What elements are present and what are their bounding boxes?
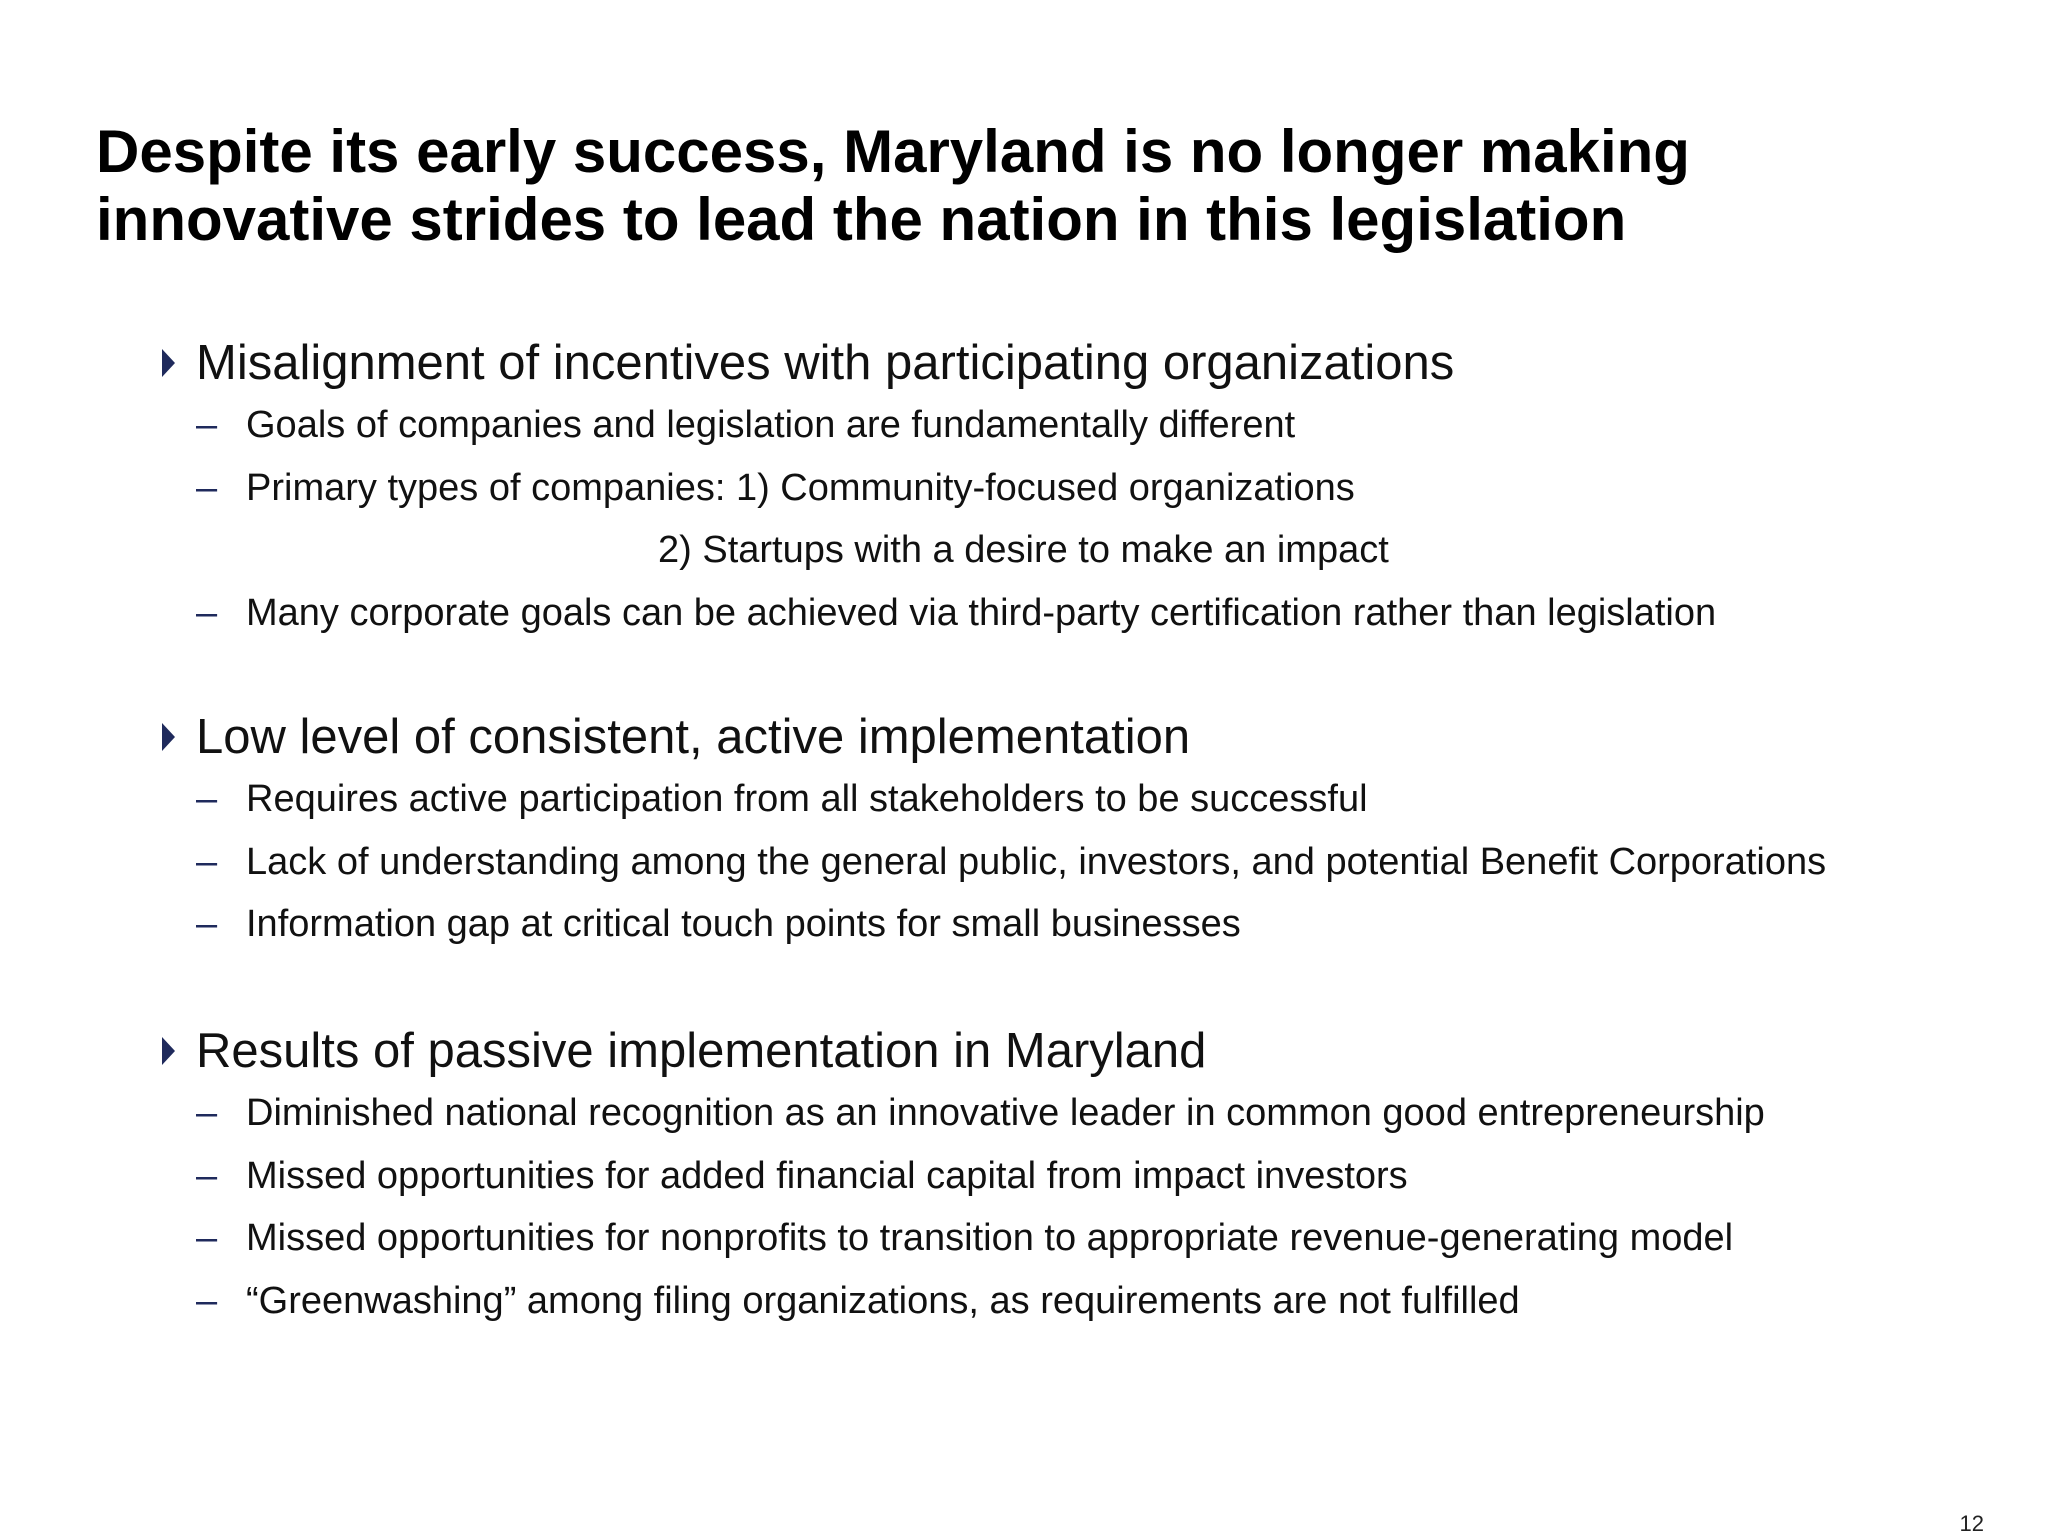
list-item-continuation xyxy=(160,519,1980,582)
dash-bullet: – xyxy=(196,1279,218,1322)
section-implementation xyxy=(160,706,1980,956)
list-item-text: Many corporate goals can be achieved via third-party certification rather than legislation xyxy=(246,591,1717,634)
dash-bullet: – xyxy=(196,466,218,509)
dash-bullet: – xyxy=(196,591,218,634)
list-item xyxy=(160,394,1980,457)
slide-title-line-2: innovative strides to lead the nation in this legislation xyxy=(96,186,1627,253)
list-item-text: Primary types of companies: 1) Community-focused organizations xyxy=(246,466,1355,509)
list-item-text: Missed opportunities for added financial capital from impact investors xyxy=(246,1154,1408,1197)
dash-bullet: – xyxy=(196,404,218,446)
slide-title-line-1: Despite its early success, Maryland is no longer making xyxy=(96,118,1690,185)
section-heading-text: Results of passive implementation in Maryland xyxy=(196,1024,1207,1078)
list-item xyxy=(160,893,1980,956)
dash-bullet: – xyxy=(196,840,218,883)
section-items xyxy=(160,394,1980,644)
slide-title xyxy=(96,118,1976,254)
list-item-text: Goals of companies and legislation are fundamentally different xyxy=(246,404,1296,446)
section-heading-text: Low level of consistent, active implementation xyxy=(196,710,1191,764)
list-item-text: Lack of understanding among the general public, investors, and potential Benefit Corporations xyxy=(246,840,1827,883)
list-item xyxy=(160,1270,1980,1333)
page-number: 12 xyxy=(1959,1511,1984,1536)
list-item-text: Requires active participation from all stakeholders to be successful xyxy=(246,778,1368,820)
dash-bullet: – xyxy=(196,1217,218,1259)
triangle-right-icon xyxy=(162,349,175,377)
list-item-text: “Greenwashing” among filing organizations, as requirements are not fulfilled xyxy=(246,1279,1520,1322)
section-results xyxy=(160,1020,1980,1332)
triangle-right-icon xyxy=(162,723,175,751)
list-item xyxy=(160,1145,1980,1208)
section-heading-text: Misalignment of incentives with participating organizations xyxy=(196,336,1455,390)
section-heading xyxy=(160,332,1980,394)
list-item-text: Information gap at critical touch points for small businesses xyxy=(246,903,1241,945)
dash-bullet: – xyxy=(196,903,218,945)
section-heading xyxy=(160,1020,1980,1082)
dash-bullet: – xyxy=(196,778,218,820)
dash-bullet: – xyxy=(196,1154,218,1197)
list-item xyxy=(160,582,1980,645)
list-item xyxy=(160,1207,1980,1270)
triangle-right-icon xyxy=(162,1037,175,1065)
list-item xyxy=(160,831,1980,894)
list-item xyxy=(160,1082,1980,1145)
section-items xyxy=(160,768,1980,956)
list-item-text: Missed opportunities for nonprofits to transition to appropriate revenue-generating model xyxy=(246,1217,1734,1259)
list-item xyxy=(160,457,1980,520)
section-misalignment xyxy=(160,332,1980,644)
dash-bullet: – xyxy=(196,1092,218,1134)
list-item-text: 2) Startups with a desire to make an impact xyxy=(658,529,1389,571)
section-items xyxy=(160,1082,1980,1332)
list-item xyxy=(160,768,1980,831)
section-heading xyxy=(160,706,1980,768)
list-item-text: Diminished national recognition as an innovative leader in common good entrepreneurship xyxy=(246,1092,1765,1134)
